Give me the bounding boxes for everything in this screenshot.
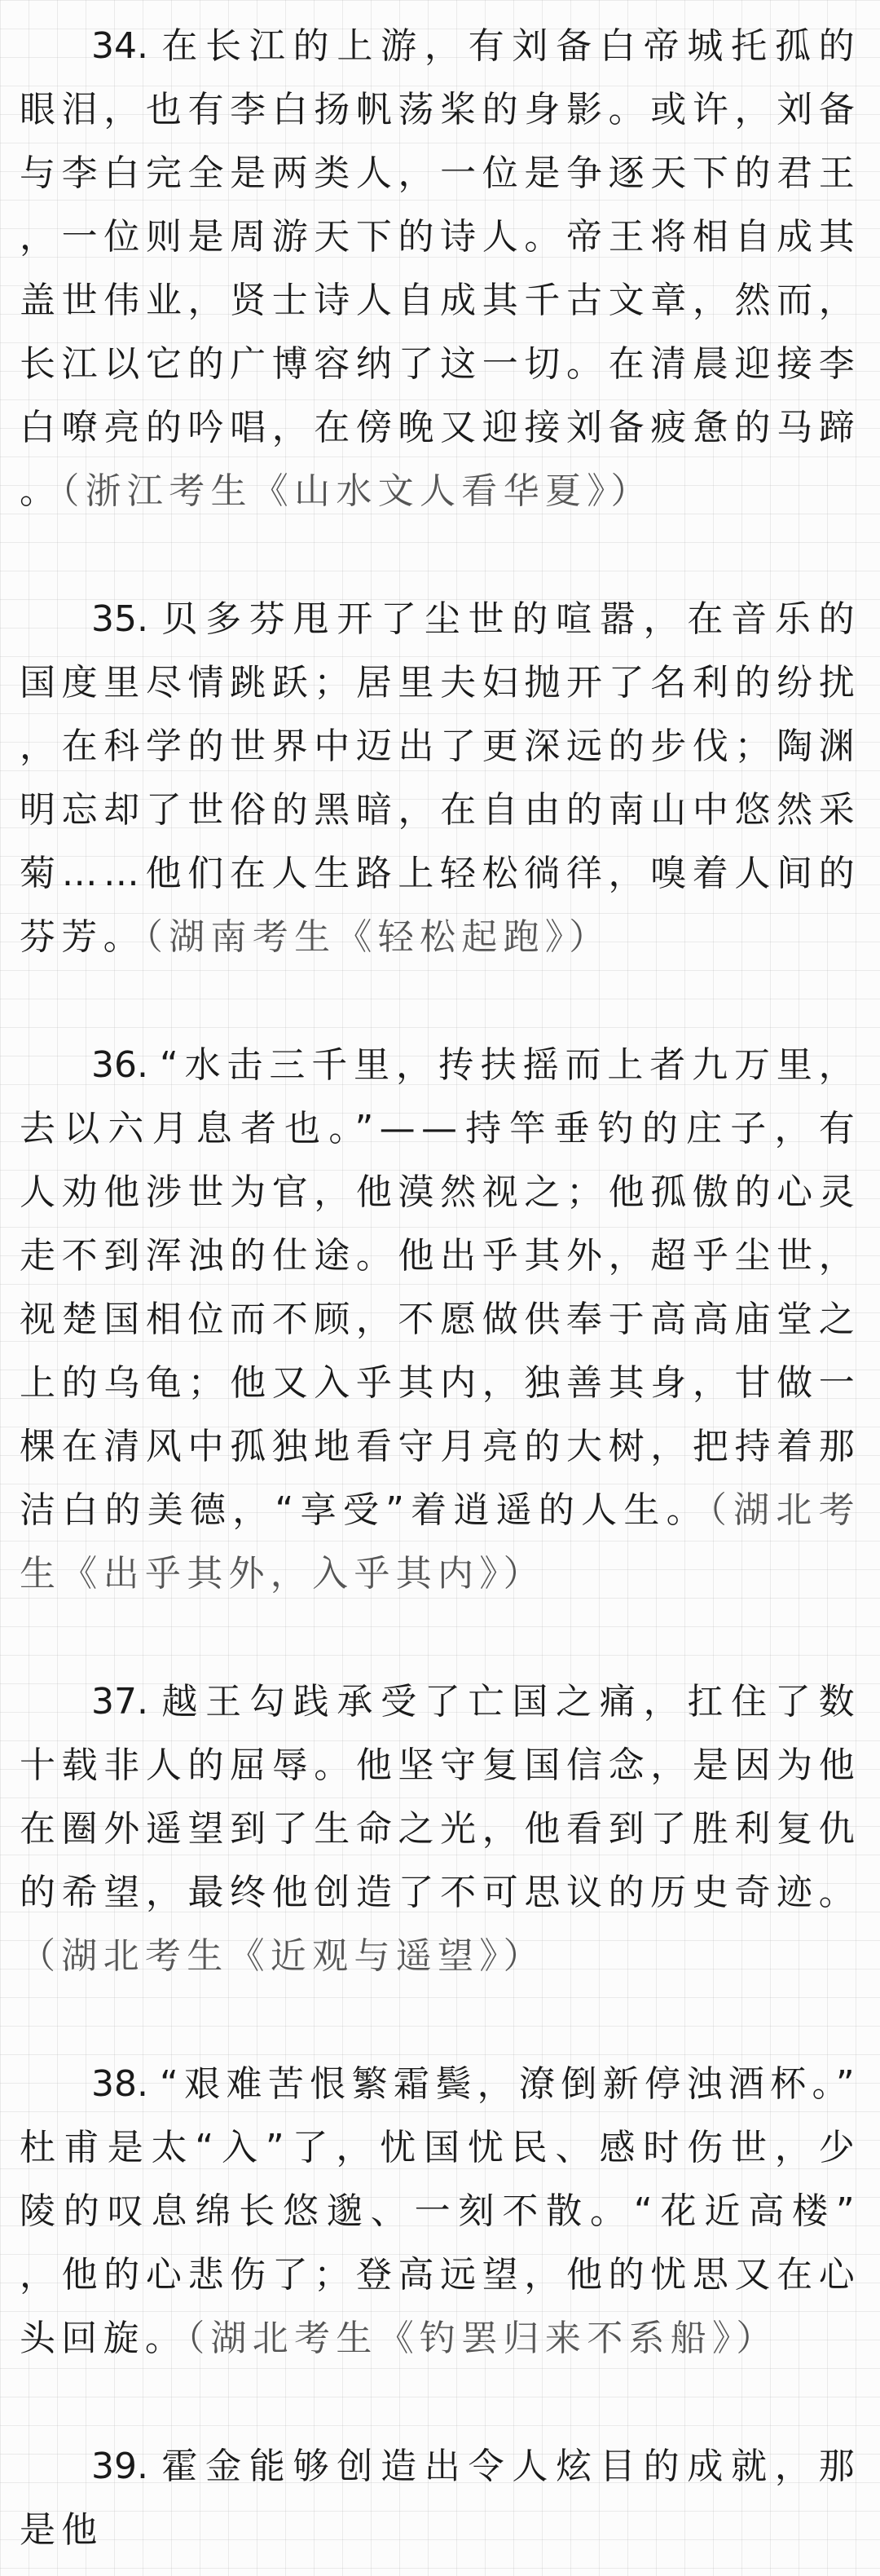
paragraph-36 [20, 1034, 860, 1606]
paragraph-text: 霍金能够创造出令人炫目的成就，那是他 [20, 2446, 860, 2551]
paragraph-source: （湖北考生《钓罢归来不系船》） [187, 2318, 778, 2359]
paragraph-text: 越王勾践承受了亡国之痛，扛住了数十载非人的屈辱。他坚守复国信念，是因为他在圈外遥望到了生命之光，他看到了胜利复仇的希望，最终他创造了不可思议的历史奇迹。 [20, 1681, 860, 1913]
paragraph-37 [20, 1670, 860, 1988]
paragraph-34 [20, 15, 860, 523]
paragraph-text: “水击三千里，抟扶摇而上者九万里，去以六月息者也。”——持竿垂钓的庄子，有人劝他涉世为官，他漠然视之；他孤傲的心灵走不到浑浊的仕途。他出乎其外，超乎尘世，视楚国相位而不顾，不愿做供奉于高高庙堂之上的乌龟；他又入乎其内，独善其身，甘做一棵在清风中孤独地看守月亮的大树，把持着那洁白的美德，“享受”着逍遥的人生。 [20, 1044, 860, 1531]
paragraph-number: 39. [91, 2446, 148, 2487]
paragraph-source: （浙江考生《山水文人看华夏》） [61, 470, 653, 512]
paragraph-text: 在长江的上游，有刘备白帝城托孤的眼泪，也有李白扬帆荡桨的身影。或许，刘备与李白完全是两类人，一位是争逐天下的君王，一位则是周游天下的诗人。帝王将相自成其盖世伟业，贤士诗人自成其千古文章，然而，长江以它的广博容纳了这一切。在清晨迎接李白嘹亮的吟唱，在傍晚又迎接刘备疲惫的马蹄。 [20, 25, 860, 512]
paragraph-number: 34. [91, 25, 148, 67]
paragraph-35 [20, 588, 860, 969]
paragraph-number: 35. [91, 598, 148, 640]
paragraph-source: （湖北考生《出乎其外，入乎其内》） [20, 1489, 860, 1595]
paragraph-number: 36. [91, 1044, 148, 1086]
paragraph-number: 38. [91, 2063, 148, 2105]
paragraph-source: （湖南考生《轻松起跑》） [144, 916, 611, 958]
paragraph-source: （湖北考生《近观与遥望》） [20, 1935, 545, 1977]
paragraph-number: 37. [91, 1681, 148, 1722]
paragraph-text: 贝多芬甩开了尘世的喧嚣，在音乐的国度里尽情跳跃；居里夫妇抛开了名利的纷扰，在科学的世界中迈出了更深远的步伐；陶渊明忘却了世俗的黑暗，在自由的南山中悠然采菊……他们在人生路上轻松徜徉，嗅着人间的芬芳。 [20, 598, 860, 958]
paragraph-text: “艰难苦恨繁霜鬓，潦倒新停浊酒杯。”杜甫是太“入”了，忧国忧民、感时伤世，少陵的叹息绵长悠邈、一刻不散。“花近高楼”，他的心悲伤了；登高远望，他的忧思又在心头回旋。 [20, 2063, 860, 2359]
paragraph-39 [20, 2435, 860, 2562]
paragraph-38 [20, 2053, 860, 2371]
